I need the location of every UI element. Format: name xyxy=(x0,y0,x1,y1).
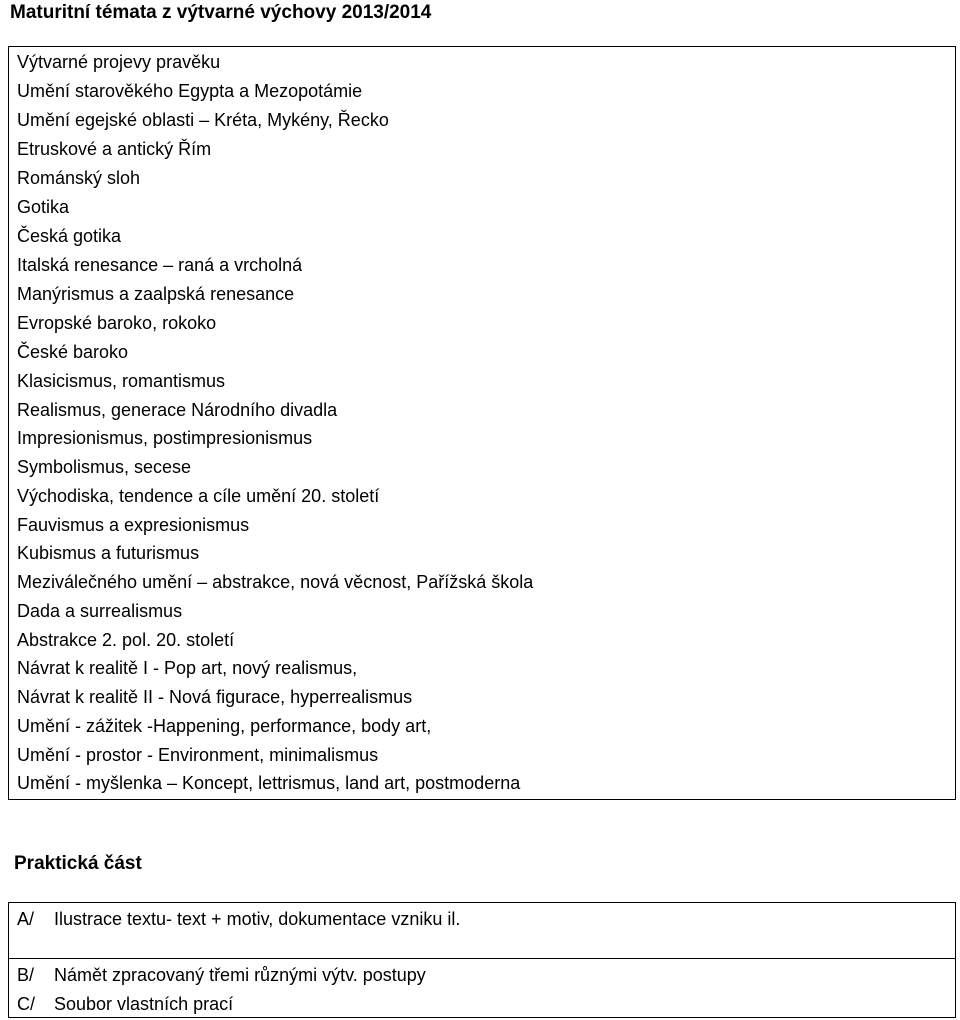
theme-item: Abstrakce 2. pol. 20. století xyxy=(17,630,235,650)
theme-item: Meziválečného umění – abstrakce, nová věcnost, Pařížská škola xyxy=(17,572,534,592)
theme-item: Umění - zážitek -Happening, performance, body art, xyxy=(17,716,432,736)
practical-row-bc xyxy=(9,959,955,1017)
theme-item: Impresionismus, postimpresionismus xyxy=(17,428,313,448)
practical-letter: C/ xyxy=(17,994,35,1014)
practical-heading: Praktická část xyxy=(14,853,142,874)
practical-item xyxy=(17,908,460,930)
theme-item: České baroko xyxy=(17,342,129,362)
theme-item: Východiska, tendence a cíle umění 20. století xyxy=(17,486,380,506)
theme-item: Umění - myšlenka – Koncept, lettrismus, land art, postmoderna xyxy=(17,773,521,793)
theme-item: Návrat k realitě II - Nová figurace, hyperrealismus xyxy=(17,687,413,707)
theme-item: Románský sloh xyxy=(17,168,141,188)
theme-item: Kubismus a futurismus xyxy=(17,543,200,563)
theme-item: Fauvismus a expresionismus xyxy=(17,515,250,535)
theme-item: Realismus, generace Národního divadla xyxy=(17,400,338,420)
theme-item: Italská renesance – raná a vrcholná xyxy=(17,255,303,275)
theme-item: Umění egejské oblasti – Kréta, Mykény, Řecko xyxy=(17,110,389,130)
theme-item: Klasicismus, romantismus xyxy=(17,371,226,391)
practical-row-a xyxy=(9,903,955,959)
theme-item: Česká gotika xyxy=(17,226,122,246)
theme-item: Umění - prostor - Environment, minimalismus xyxy=(17,745,379,765)
theme-item: Gotika xyxy=(17,197,70,217)
practical-letter: A/ xyxy=(17,909,35,929)
theme-item: Umění starověkého Egypta a Mezopotámie xyxy=(17,81,363,101)
practical-letter: B/ xyxy=(17,965,35,985)
practical-text: Námět zpracovaný třemi různými výtv. postupy xyxy=(54,965,426,985)
theme-item: Návrat k realitě I - Pop art, nový realismus, xyxy=(17,658,358,678)
theme-item: Dada a surrealismus xyxy=(17,601,183,621)
practical-text: Ilustrace textu- text + motiv, dokumentace vzniku il. xyxy=(54,909,461,929)
practical-box xyxy=(8,902,956,1018)
theme-item: Etruskové a antický Řím xyxy=(17,139,212,159)
theme-item: Evropské baroko, rokoko xyxy=(17,313,217,333)
theme-item: Výtvarné projevy pravěku xyxy=(17,52,221,72)
theme-item: Manýrismus a zaalpská renesance xyxy=(17,284,295,304)
practical-item xyxy=(17,964,426,986)
themes-box xyxy=(8,46,956,800)
theme-item: Symbolismus, secese xyxy=(17,457,192,477)
practical-item xyxy=(17,993,233,1015)
practical-text: Soubor vlastních prací xyxy=(54,994,234,1014)
page-title: Maturitní témata z výtvarné výchovy 2013/2014 xyxy=(10,2,432,23)
